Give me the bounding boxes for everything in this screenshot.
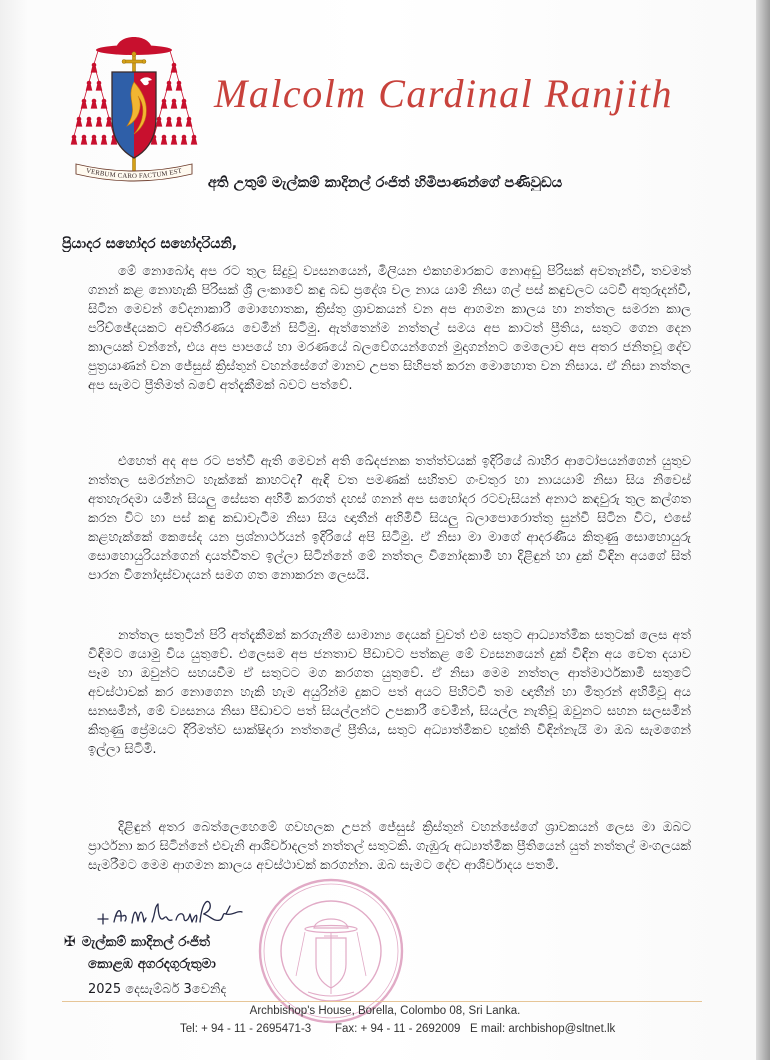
signatory-position: කොළඹ අගරදගුරුතුමා <box>88 956 216 972</box>
footer-divider <box>62 1001 702 1002</box>
official-stamp <box>256 876 406 1026</box>
signatory-name <box>64 934 210 950</box>
letter-title: අති උතුම් මැල්කම් කාදිනල් රංජිත් හිමිපාණන්ගේ පණිවුඩය <box>207 175 563 191</box>
motto-text: VERBUM CARO FACTUM EST <box>85 167 183 181</box>
letter-date: 2025 දෙසැම්බර් 3වෙනිද <box>88 982 227 997</box>
body-paragraph-1: මේ නොබෝදා අප රට තුල සිදුවූ ව්‍යසනයෙන්, මිලියන එකහමාරකට නොඅඩු පිරිසක් අවතැන්වී, තවමත් ගනන් කළ නොහැකි පිරිසක් ශ්‍රී ලංකාවේ කඳු බඩ ප්‍රදේශ වල නාය යාම් නිසා ගල් පස් කඳුවලට යටවී අතුරුදන්වී, සිටින මෙවන් වේදනාකාරී මොහොතක, ක්‍රිස්තු ශ්‍රාවකයන් වන අප ආගමන කාලය හා නත්තල සමරන කාල පරිච්ඡේදයකට අවතීරණය වෙමින් සිටිමු. ඇත්තෙන්ම නත්තල් සමය අප කාටත් ප්‍රීතිය, සතුට ගෙන දෙන කාලයක් වන්නේ, එය අප පාපයේ හා මරණයේ බලවේගයන්ගෙන් මුදාගන්නට මෙලොව අප අතර ජනිතවූ දේව පුත්‍රයාණන් වන ජේසුස් ක්‍රිස්තුන් වහන්සේගේ මානව උපත සිහිපත් කරන මොහොත වන නිසාය. ඒ නිසා නත්තල අප සැමට ප්‍රීතිමත් බවේ අත්දැකීමක් බවට පත්වේ. <box>88 264 691 393</box>
footer-address: Archbishop's House, Borella, Colombo 08, Sri Lanka. <box>249 1005 521 1017</box>
body-paragraph-2: එහෙත් අද අප රට පත්වී ඇති මෙවන් අති ඛේදජනක තත්ත්වයක් ඉදිරියේ බාහිර ආටෝපයන්ගෙන් යුතුව නත්තල සමරන්නට හැක්කේ කාහටද? ඇඳි වත පමණක් සහිතව ගංවතුර හා නායයාම් නිසා සිය නිවෙස් අතහැරදමා යමින් සියලු සේසත අහිමි කරගත් දහස් ගනන් අප සහෝදර රටවැසියන් අනාථ කඳවුරු තුල කල්ගත කරන විට හා පස් කඳු කඩාවැටීම නිසා සිය ඥාතීන් අහිමිවී සියලු බලාපොරොත්තු සුන්වී සිටින විට, එසේ කළහැක්කේ කෙසේද යන ප්‍රශ්නාර්ථයන් ඉදිරියේ අපි සිටිමු. ඒ නිසා මා මාගේ ආදරණීය කිතුණු සොහොයුරු සොහොයුරියන්ගෙන් දායත්වීතව ඉල්ලා සිටින්නේ මේ නත්තල විනෝදකාමී හා දිළිඳුන් හා දුක් විඳින අයගේ සිත් පාරන විනෝදාස්වාදයන් සමග ගත නොකරන ලෙසයි. <box>88 454 691 583</box>
footer-email: E mail: archbishop@sltnet.lk <box>470 1023 616 1035</box>
handwritten-signature <box>92 892 252 934</box>
tassels-right <box>151 63 198 145</box>
shield <box>112 72 156 158</box>
cross-icon: ✠ <box>64 934 76 950</box>
tassels-left <box>71 63 118 145</box>
body-paragraph-4: දිළිඳුන් අතර බෙත්ලෙහෙමේ ගවහලක උපන් ජේසුස් ක්‍රිස්තුන් වහන්සේගේ ශ්‍රාවකයන් ලෙස මා ඔබට ප්‍රාර්ථනා කර සිටින්නේ එවැනි ආශිර්වාදලත් නත්තල් සතුටකි. ගැඹුරු අධ්‍යාත්මික ප්‍රීතියෙන් යුත් නත්තල් මංගලයක් සැමරීමට මෙම ආගමන කාලය අවස්ථාවක් කරගන්න. ඔබ සැමට දේව ආශීර්වාදය පතමි. <box>88 820 691 873</box>
footer-fax: Fax: + 94 - 11 - 2692009 <box>335 1023 461 1035</box>
scan-edge-shadow <box>756 0 770 1060</box>
body-paragraph-3: නත්තල සතුටින් පිරි අත්දැකීමක් කරගැනීම සාමාන්‍ය දෙයක් වුවත් එම සතුට ආධ්‍යාත්මික සතුටක් ලෙස අත් විඳිමට යොමු විය යුතුවේ. එලෙසම අප ජනතාව පීඩාවට පත්කළ මේ ව්‍යසනයෙන් දුක් විඳින අය වෙත දයාව පෑම හා ඔවුන්ට සහයවීම ඒ සතුටට මග කරගත යුතුවේ. ඒ නිසා මෙම නත්තල ආත්මාර්ථකාමී සතුටේ අවස්ථාවක් කර නොගෙන හැකි හැම අයුරින්ම දුකට පත් අයට පිහිටවී තම ඥාතීන් හා මිතුරන් අහිමිවූ අය සනසමින්, මේ ව්‍යසනය නිසා පීඩාවට පත් සියල්ලන්ට උපකාරී වෙමින්, සියල්ල නැතිවූ ඔවුනට සහන සලසමින් කිතුණු ප්‍රේමයට දිරිමත්ව සාක්ෂිදරා නත්තලේ ප්‍රීතිය, සතුට අධ්‍යාත්මිකව භුක්ති විඳින්නැයි මා ඔබ සැමගෙන් ඉල්ලා සිටිමි. <box>88 628 691 757</box>
letterhead-name: Malcolm Cardinal Ranjith <box>214 71 673 116</box>
salutation: ප්‍රියාදර සහෝදර සහෝදරියනි, <box>62 236 238 252</box>
footer-telephone: Tel: + 94 - 11 - 2695471-3 <box>180 1023 312 1035</box>
coat-of-arms <box>70 20 198 188</box>
signatory-name-text: මැල්කම් කාදිනල් රංජිත් <box>81 934 210 950</box>
